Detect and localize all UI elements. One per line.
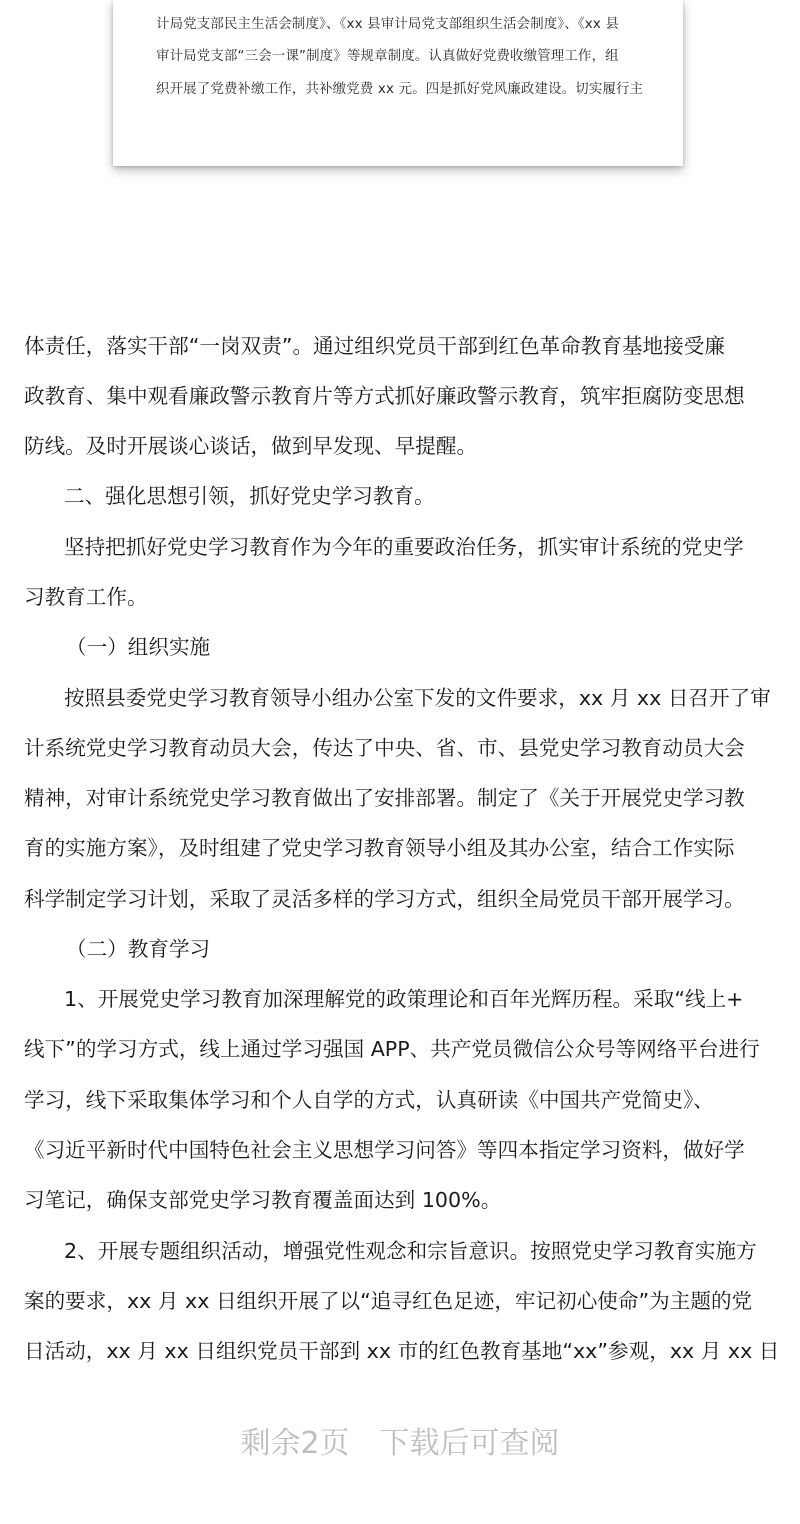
text-line: 《习近平新时代中国特色社会主义思想学习问答》等四本指定学习资料，做好学 xyxy=(24,1138,745,1162)
text-line: 精神，对审计系统党史学习教育做出了安排部署。制定了《关于开展党史学习教 xyxy=(24,786,745,810)
remaining-pages-prompt[interactable]: 剩余2页 下载后可查阅 xyxy=(240,1426,560,1461)
preview-line: 审计局党支部“三会一课”制度》等规章制度。认真做好党费收缴管理工作，组 xyxy=(156,49,619,64)
text-line: 日活动，xx 月 xx 日组织党员干部到 xx 市的红色教育基地“xx”参观，xx 月 xx 日 xyxy=(24,1339,780,1363)
subsection-heading: （二）教育学习 xyxy=(66,937,211,961)
text-line: 习教育工作。 xyxy=(24,585,148,609)
text-line: 体责任，落实干部“一岗双责”。通过组织党员干部到红色革命教育基地接受廉 xyxy=(24,334,725,358)
preview-line: 计局党支部民主生活会制度》、《xx 县审计局党支部组织生活会制度》、《xx 县 xyxy=(156,17,620,32)
subsection-heading: （一）组织实施 xyxy=(66,635,211,659)
text-line: 按照县委党史学习教育领导小组办公室下发的文件要求，xx 月 xx 日召开了审 xyxy=(64,686,771,710)
text-line: 习笔记，确保支部党史学习教育覆盖面达到 100%。 xyxy=(24,1188,502,1212)
preview-line: 织开展了党费补缴工作，共补缴党费 xx 元。四是抓好党风廉政建设。切实履行主 xyxy=(156,82,644,97)
text-line: 2、开展专题组织活动，增强党性观念和宗旨意识。按照党史学习教育实施方 xyxy=(64,1239,757,1263)
text-line: 科学制定学习计划，采取了灵活多样的学习方式，组织全局党员干部开展学习。 xyxy=(24,887,745,911)
text-line: 育的实施方案》，及时组建了党史学习教育领导小组及其办公室，结合工作实际 xyxy=(24,836,735,860)
text-line: 计系统党史学习教育动员大会，传达了中央、省、市、县党史学习教育动员大会 xyxy=(24,736,745,760)
text-line: 防线。及时开展谈心谈话，做到早发现、早提醒。 xyxy=(24,434,478,458)
text-line: 政教育、集中观看廉政警示教育片等方式抓好廉政警示教育，筑牢拒腐防变思想 xyxy=(24,384,745,408)
text-line: 1、开展党史学习教育加深理解党的政策理论和百年光辉历程。采取“线上+ xyxy=(64,987,744,1011)
text-line: 坚持把抓好党史学习教育作为今年的重要政治任务，抓实审计系统的党史学 xyxy=(64,535,744,559)
text-line: 线下”的学习方式，线上通过学习强国 APP、共产党员微信公众号等网络平台进行 xyxy=(24,1037,760,1061)
text-line: 学习，线下采取集体学习和个人自学的方式，认真研读《中国共产党简史》、 xyxy=(24,1088,714,1112)
preview-page-card xyxy=(113,0,683,166)
text-line: 案的要求，xx 月 xx 日组织开展了以“追寻红色足迹，牢记初心使命”为主题的党 xyxy=(24,1289,753,1313)
section-heading: 二、强化思想引领，抓好党史学习教育。 xyxy=(64,484,435,508)
